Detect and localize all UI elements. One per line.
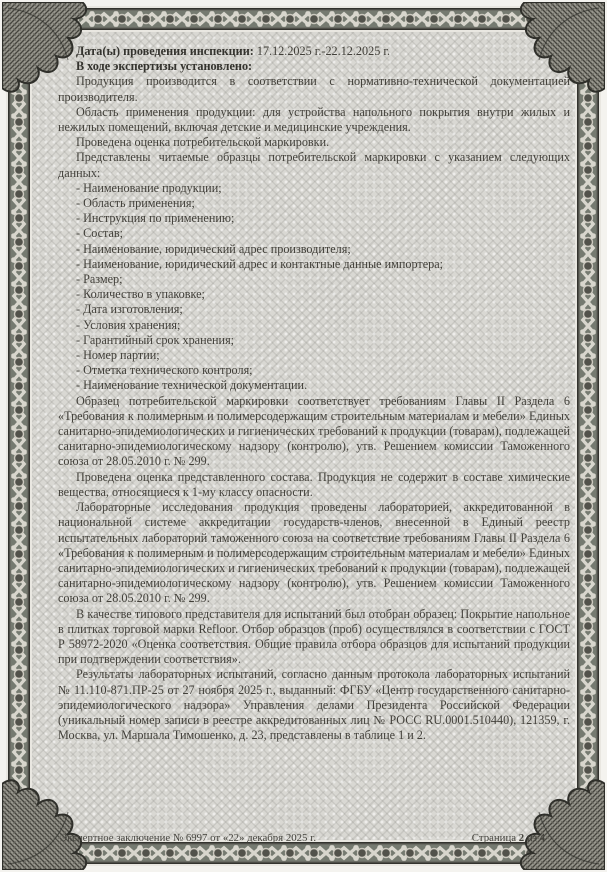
paragraph-marking-assessment: Проведена оценка потребительской маркировки. bbox=[76, 135, 330, 150]
list-item: - Количество в упаковке; bbox=[76, 287, 205, 302]
list-item: - Инструкция по применению; bbox=[76, 211, 235, 226]
footer-page-current: 2 bbox=[518, 832, 525, 844]
paragraph-sample-selection: В качестве типового представителя для испытаний был отобран образец: Покрытие напольное в плитках торговой марки Refloor. Отбор образцов (проб) осуществлялся в соответствии с ГОСТ Р 58972-2020 «Оценка соответствия. Общие правила отбора образцов для испытаний продукции при подтверждении соответствия». bbox=[58, 606, 570, 667]
list-item: - Дата изготовления; bbox=[76, 302, 183, 317]
list-item: - Состав; bbox=[76, 226, 124, 241]
list-item: - Наименование продукции; bbox=[76, 180, 222, 195]
paragraph-marking-samples: Представлены читаемые образцы потребительской маркировки с указанием следующих данных: bbox=[58, 150, 570, 180]
marking-data-list bbox=[58, 181, 570, 394]
corner-ornament-bottom-left bbox=[2, 770, 102, 870]
inspection-dates-line bbox=[58, 44, 570, 59]
page-footer bbox=[60, 832, 545, 844]
paragraph-test-results: Результаты лабораторных испытаний, согласно данным протокола лабораторных испытаний № 11.110-871.ПР-25 от 27 ноября 2025 г., выданный: ФГБУ «Центр государственного санитарно-эпидемиологического надзора» Управления делами Президента Российской Федерации (уникальный номер записи в реестре аккредитованных лиц № РОСС RU.0001.510440), 121359, г. Москва, ул. Маршала Тимошенко, д. 23, представлены в таблице 1 и 2. bbox=[58, 667, 570, 743]
guilloche-border-right bbox=[575, 8, 601, 864]
paragraph-application-area: Область применения продукции: для устройства напольного покрытия внутри жилых и нежилых помещений, включая детские и медицинские учреждения. bbox=[58, 104, 570, 135]
list-item: - Условия хранения; bbox=[76, 317, 181, 332]
corner-ornament-bottom-right bbox=[505, 770, 605, 870]
inspection-dates-value: 17.12.2025 г.-22.12.2025 г. bbox=[256, 44, 391, 58]
list-item: - Наименование, юридический адрес и контактные данные импортера; bbox=[76, 256, 444, 271]
inspection-dates-label: Дата(ы) проведения инспекции: bbox=[76, 44, 254, 58]
guilloche-border-left bbox=[6, 8, 32, 864]
document-body bbox=[58, 44, 570, 743]
footer-doc-number: Экспертное заключение № 6997 от «22» декабря 2025 г. bbox=[60, 832, 317, 844]
list-item: - Гарантийный срок хранения; bbox=[76, 332, 235, 347]
footer-page-sep: из bbox=[526, 832, 537, 844]
list-item: - Наименование, юридический адрес производителя; bbox=[76, 241, 351, 256]
list-item: - Наименование технической документации. bbox=[76, 378, 308, 393]
footer-page-total: 4 bbox=[539, 832, 545, 844]
paragraph-laboratory: Лабораторные исследования продукция проведены лабораторией, аккредитованной в национальной системе аккредитации государств-членов, внесенной в Единый реестр испытательных лабораторий таможенного союза на соответствие требованиям Главы II Раздела 6 «Требования к полимерным и полимерсодержащим строительным материалам и мебели» Единых санитарно-эпидемиологических и гигиенических требований к продукции (товарам), подлежащей санитарно-эпидемиологическому надзору (контролю), утв. Решением комиссии Таможенного союза от 28.05.2010 г. № 299. bbox=[58, 500, 570, 606]
list-item: - Размер; bbox=[76, 272, 123, 287]
paragraph-marking-compliance: Образец потребительской маркировки соответствует требованиям Главы II Раздела 6 «Требования к полимерным и полимерсодержащим строительным материалам и мебели» Единых санитарно-эпидемиологических и гигиенических требований к продукции (товарам), подлежащей санитарно-эпидемиологическому надзору (контролю), утв. Решением комиссии Таможенного союза от 28.05.2010 г. № 299. bbox=[58, 393, 570, 469]
findings-heading: В ходе экспертизы установлено: bbox=[76, 59, 253, 74]
list-item: - Область применения; bbox=[76, 196, 195, 211]
paragraph-composition: Проведена оценка представленного состава. Продукция не содержит в составе химические вещества, относящиеся к 1-му классу опасности. bbox=[58, 469, 570, 499]
paragraph-production: Продукция производится в соответствии с нормативно-технической документацией производителя. bbox=[58, 74, 570, 104]
footer-page-indicator bbox=[472, 832, 545, 844]
list-item: - Отметка технического контроля; bbox=[76, 363, 253, 378]
list-item: - Номер партии; bbox=[76, 348, 160, 363]
footer-page-word: Страница bbox=[471, 832, 517, 844]
